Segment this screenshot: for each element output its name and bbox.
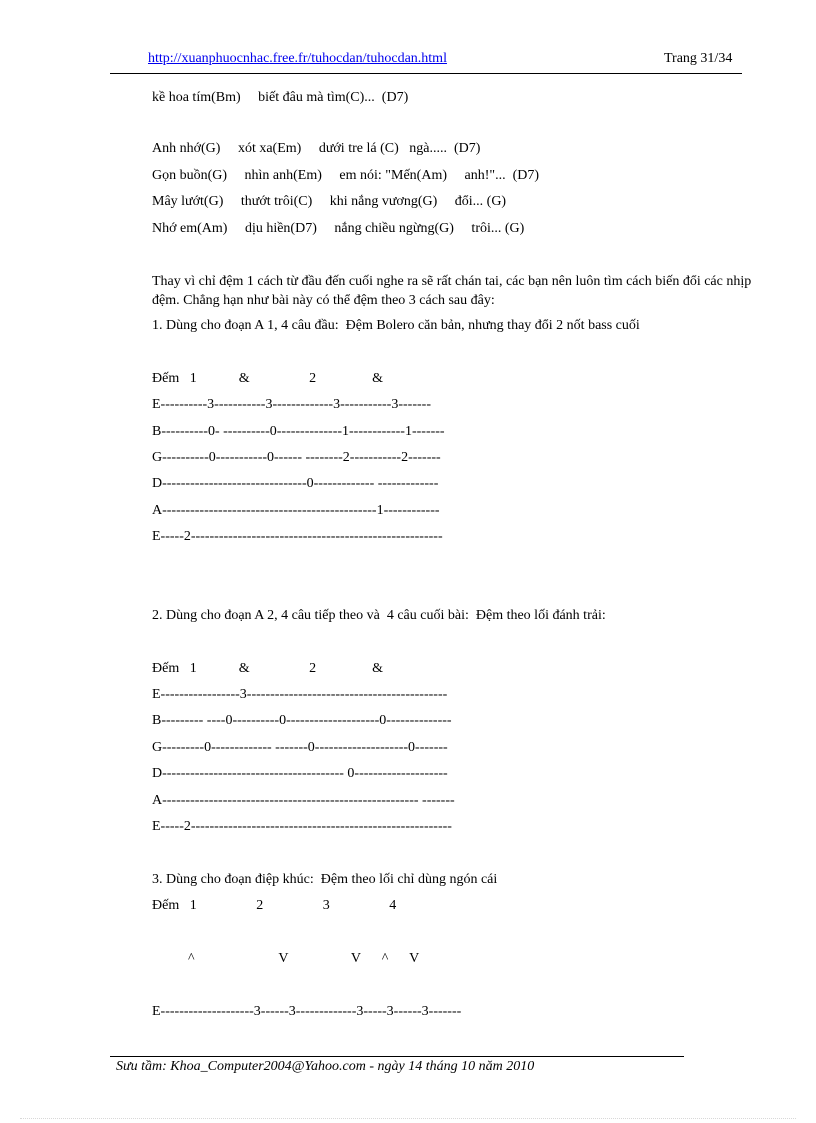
source-url-link[interactable]: http://xuanphuocnhac.free.fr/tuhocdan/tuhocdan.html — [148, 51, 447, 66]
section-2-title: 2. Dùng cho đoạn A 2, 4 câu tiếp theo và 4 câu cuối bài: Đệm theo lối đánh trải: — [152, 608, 606, 623]
page-number: Trang 31/34 — [664, 51, 733, 66]
header-divider — [110, 73, 742, 74]
lyric-line: Mây lướt(G) thướt trôi(C) khi nắng vương(G) đổi... (G) — [152, 194, 507, 209]
page-edge-dots — [20, 1118, 796, 1119]
lyric-line: Nhớ em(Am) dịu hiền(D7) nắng chiều ngừng(G) trôi... (G) — [152, 221, 525, 236]
tab-line: E-----------------3------------------------------------------- — [152, 687, 448, 702]
tab-line: G---------0------------- -------0--------------------0------- — [152, 740, 448, 755]
tab-line: E--------------------3------3-------------3-----3------3------- — [152, 1004, 462, 1019]
section-2-count: Đếm 1 & 2 & — [152, 661, 383, 676]
section-1-title: 1. Dùng cho đoạn A 1, 4 câu đầu: Đệm Bolero căn bản, nhưng thay đổi 2 nốt bass cuối — [152, 318, 640, 333]
tab-line: D-------------------------------0------------- ------------- — [152, 476, 439, 491]
section-3-title: 3. Dùng cho đoạn điệp khúc: Đệm theo lối chỉ dùng ngón cái — [152, 872, 498, 887]
intro-text: Thay vì chỉ đệm 1 cách từ đầu đến cuối nghe ra sẽ rất chán tai, các bạn nên luôn tìm cách biến đổi các nhịp đệm. Chẳng hạn như bài này có thể đệm theo 3 cách sau đây: — [152, 274, 752, 308]
tab-line: A------------------------------------------------------- ------- — [152, 793, 455, 808]
lyric-line: kề hoa tím(Bm) biết đâu mà tìm(C)... (D7) — [152, 90, 409, 105]
tab-line: A----------------------------------------------1------------ — [152, 503, 440, 518]
lyric-line: Anh nhớ(G) xót xa(Em) dưới tre lá (C) ngà..... (D7) — [152, 141, 481, 156]
footer-divider — [110, 1056, 684, 1057]
intro-paragraph — [152, 272, 774, 310]
tab-line: E----------3-----------3-------------3-----------3------- — [152, 397, 431, 412]
lyric-line: Gọn buồn(G) nhìn anh(Em) em nói: "Mến(Am) anh!"... (D7) — [152, 168, 540, 183]
tab-line: D--------------------------------------- 0-------------------- — [152, 766, 448, 781]
tab-line: G----------0-----------0------ --------2-----------2------- — [152, 450, 441, 465]
section-3-count: Đếm 1 2 3 4 — [152, 898, 397, 913]
footer-credit: Sưu tầm: Khoa_Computer2004@Yahoo.com - ngày 14 tháng 10 năm 2010 — [116, 1059, 535, 1074]
tab-line: B----------0- ----------0--------------1------------1------- — [152, 424, 445, 439]
section-1-count: Đếm 1 & 2 & — [152, 371, 383, 386]
tab-line: B--------- ----0----------0--------------------0-------------- — [152, 713, 452, 728]
strum-strokes: ^ V V ^ V — [188, 951, 420, 966]
tab-line: E-----2-------------------------------------------------------- — [152, 819, 452, 834]
tab-line: E-----2------------------------------------------------------ — [152, 529, 443, 544]
